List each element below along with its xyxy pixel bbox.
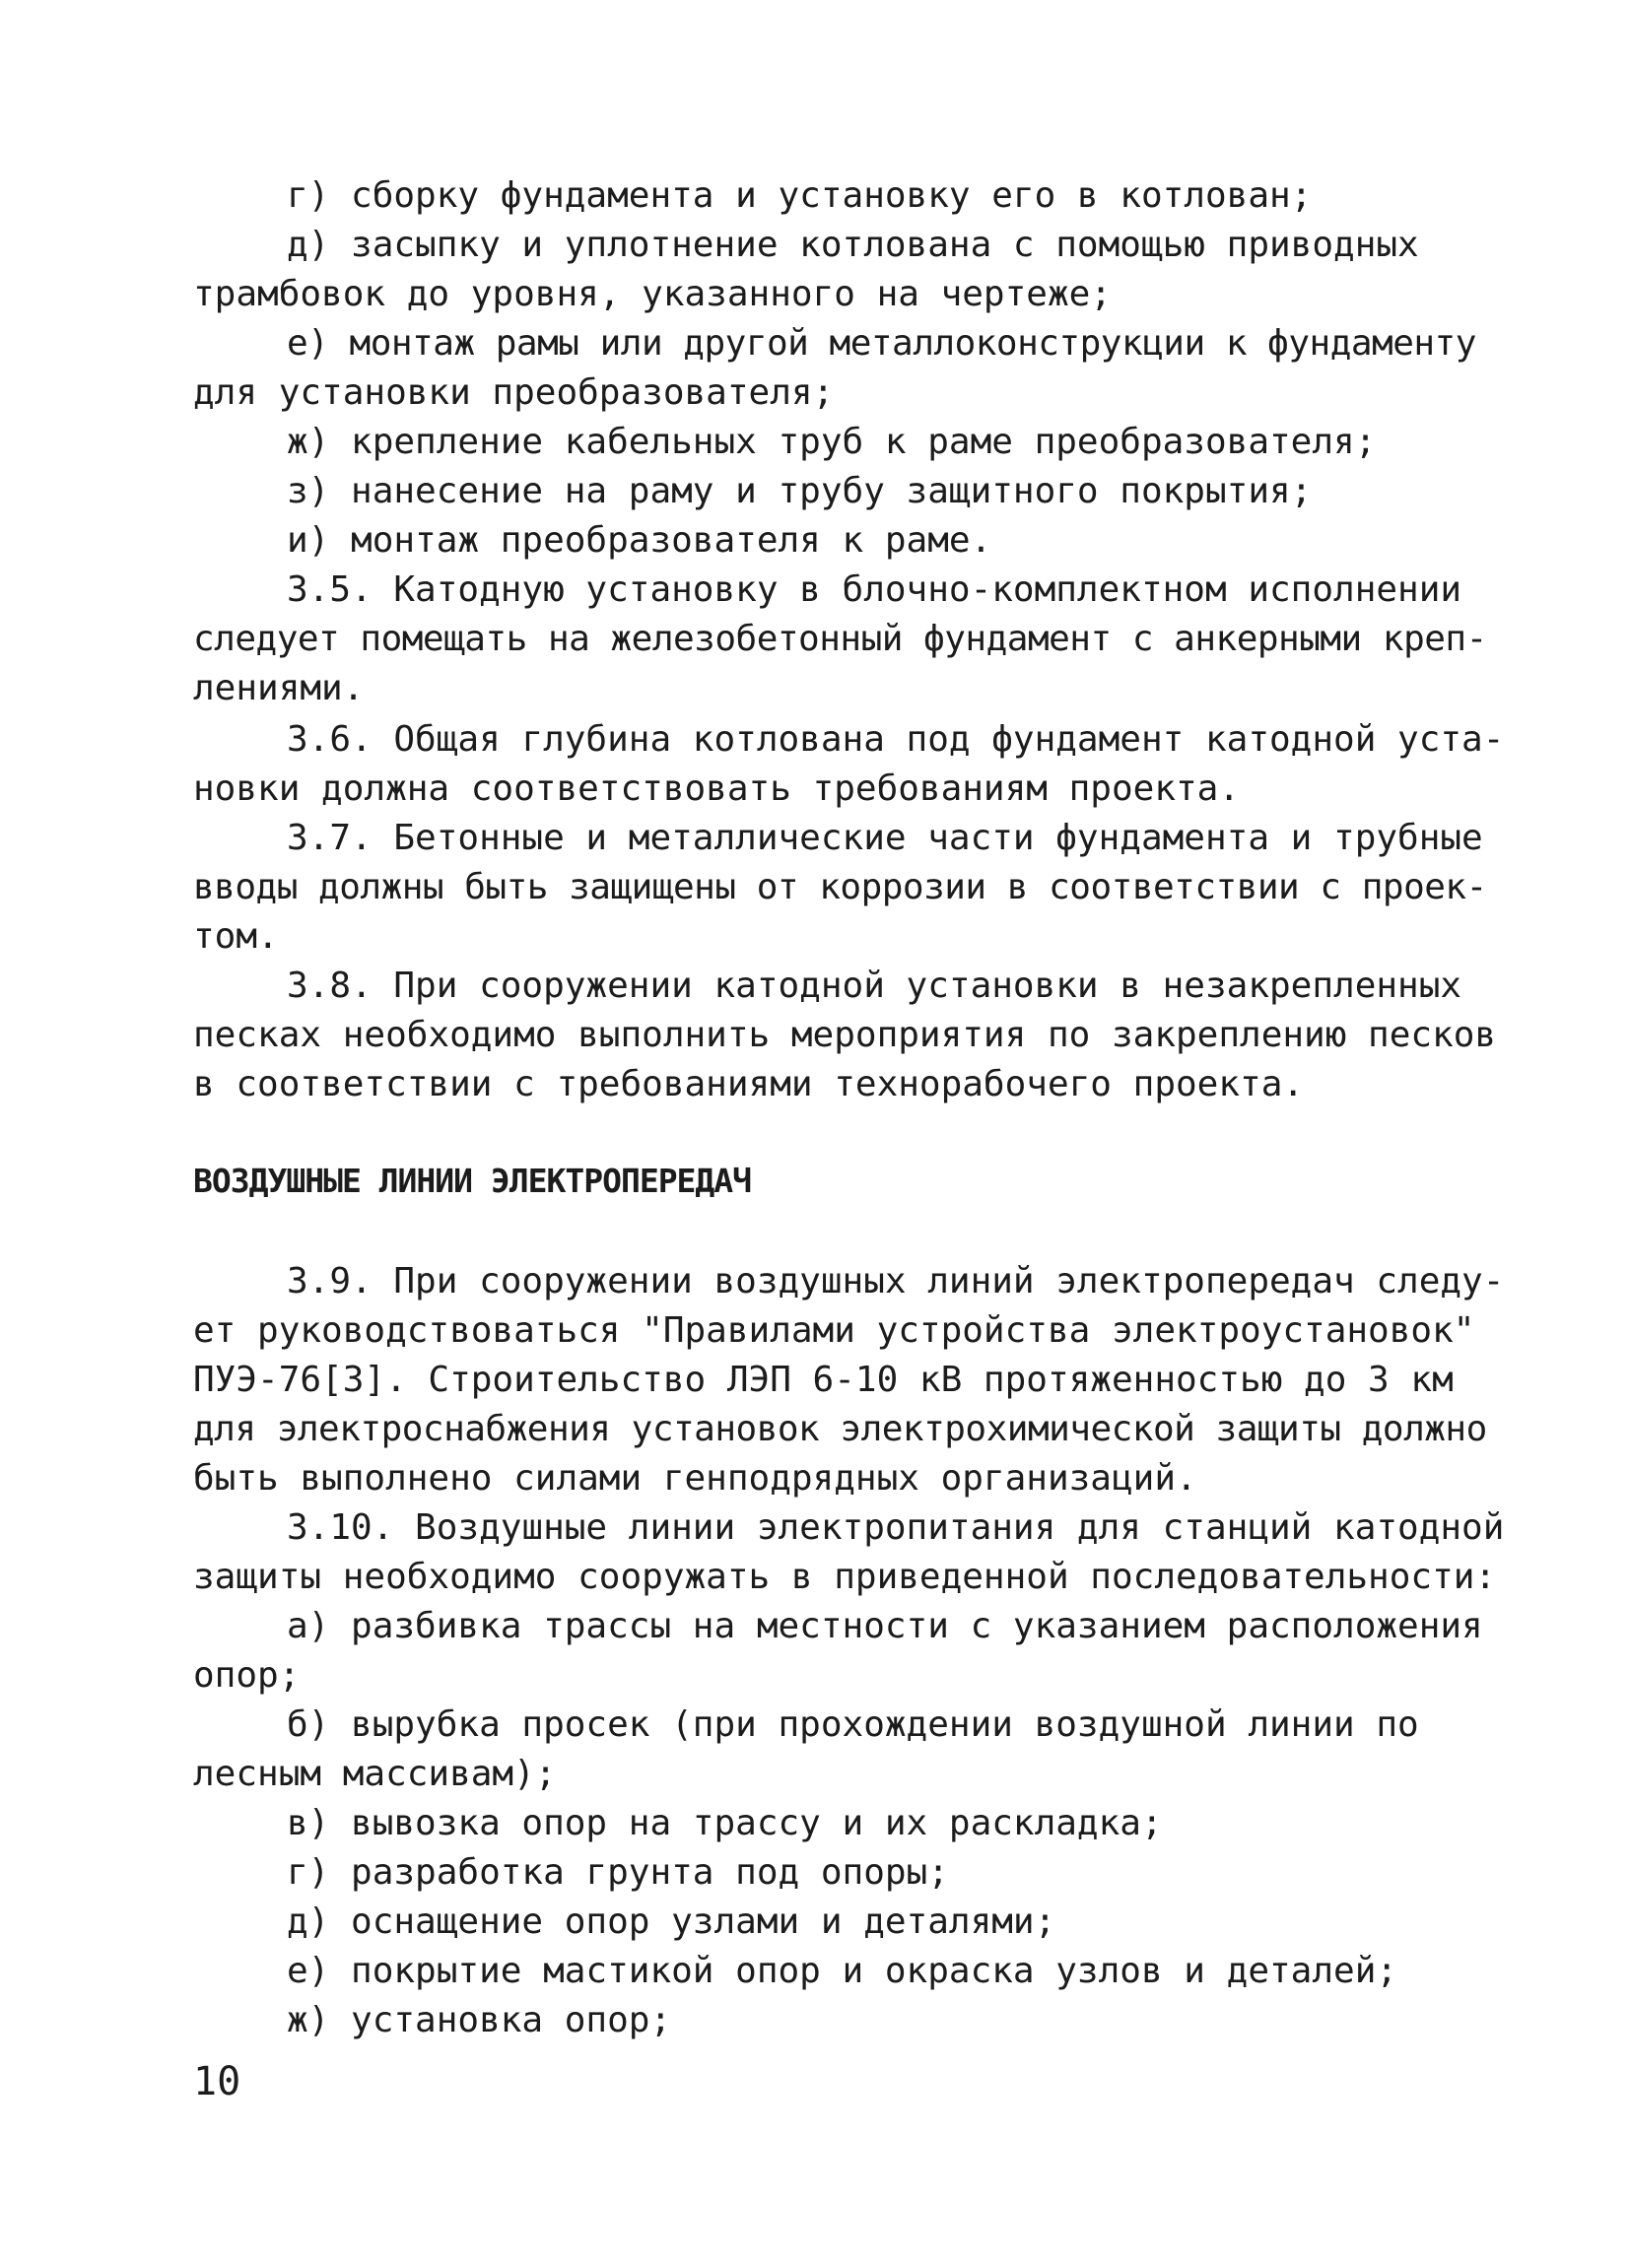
paragraph-3-5-line-1: 3.5. Катодную установку в блочно-комплектном исполнении [287, 569, 1462, 610]
list-item-zh2: ж) установка опор; [287, 2000, 672, 2040]
list-item-g2: г) разработка грунта под опоры; [287, 1852, 949, 1893]
list-item-e2: е) покрытие мастикой опор и окраска узлов и деталей; [287, 1951, 1398, 1991]
paragraph-3-7-line-3: том. [193, 916, 279, 957]
list-item-zh: ж) крепление кабельных труб к раме преобразователя; [287, 422, 1377, 462]
section-heading: ВОЗДУШНЫЕ ЛИНИИ ЭЛЕКТРОПЕРЕДАЧ [193, 1162, 752, 1200]
list-item-v: в) вывозка опор на трассу и их раскладка; [287, 1803, 1163, 1843]
list-item-b: б) вырубка просек (при прохождении воздушной линии по [287, 1704, 1419, 1745]
paragraph-3-9-line-4: для электроснабжения установок электрохимической защиты должно [193, 1409, 1487, 1449]
paragraph-3-9-line-1: 3.9. При сооружении воздушных линий электропередач следу- [287, 1261, 1505, 1301]
list-item-d2: д) оснащение опор узлами и деталями; [287, 1901, 1056, 1942]
paragraph-3-6-line-2: новки должна соответствовать требованиям проекта. [193, 768, 1241, 809]
list-item-d: д) засыпку и уплотнение котлована с помощью приводных [287, 225, 1419, 265]
paragraph-3-5-line-2: следует помещать на железобетонный фундамент с анкерными креп- [193, 619, 1487, 659]
paragraph-3-9-line-5: быть выполнено силами генподрядных организаций. [193, 1458, 1197, 1499]
list-item-a-continued: опор; [193, 1655, 301, 1696]
list-item-e-continued: для установки преобразователя; [193, 372, 835, 413]
paragraph-3-6-line-1: 3.6. Общая глубина котлована под фундамент катодной уста- [287, 719, 1505, 760]
list-item-z: з) нанесение на раму и трубу защитного покрытия; [287, 471, 1313, 511]
list-item-g: г) сборку фундамента и установку его в котлован; [287, 175, 1313, 216]
paragraph-3-9-line-3: ПУЭ-76[3]. Строительство ЛЭП 6-10 кВ протяженностью до 3 км [193, 1360, 1454, 1400]
paragraph-3-8-line-2: песках необходимо выполнить мероприятия по закреплению песков [193, 1015, 1497, 1055]
list-item-a: а) разбивка трассы на местности с указанием расположения [287, 1606, 1483, 1646]
list-item-b-continued: лесным массивам); [193, 1754, 557, 1794]
paragraph-3-8-line-1: 3.8. При сооружении катодной установки в незакрепленных [287, 966, 1462, 1006]
paragraph-3-7-line-2: вводы должны быть защищены от коррозии в соответствии с проек- [193, 867, 1487, 907]
paragraph-3-8-line-3: в соответствии с требованиями технорабочего проекта. [193, 1064, 1305, 1104]
paragraph-3-10-line-2: защиты необходимо сооружать в приведенной последовательности: [193, 1557, 1497, 1597]
page-number: 10 [193, 2059, 241, 2104]
paragraph-3-10-line-1: 3.10. Воздушные линии электропитания для станций катодной [287, 1507, 1505, 1548]
list-item-e: е) монтаж рамы или другой металлоконструкции к фундаменту [287, 323, 1476, 364]
paragraph-3-9-line-2: ет руководствоваться "Правилами устройства электроустановок" [193, 1310, 1475, 1351]
paragraph-3-5-line-3: лениями. [193, 668, 365, 708]
paragraph-3-7-line-1: 3.7. Бетонные и металлические части фундамента и трубные [287, 818, 1483, 858]
list-item-d-continued: трамбовок до уровня, указанного на чертеже; [193, 274, 1112, 314]
list-item-i: и) монтаж преобразователя к раме. [287, 520, 992, 561]
